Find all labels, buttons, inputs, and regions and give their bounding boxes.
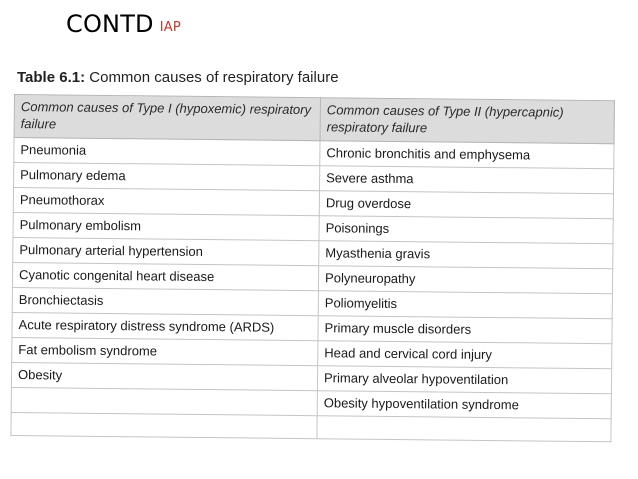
type-2-cause: Poisonings: [319, 216, 613, 244]
header-type-2: Common causes of Type II (hypercapnic) respiratory failure: [320, 98, 614, 144]
type-2-cause: Primary muscle disorders: [318, 316, 612, 344]
type-2-cause: Myasthenia gravis: [319, 241, 613, 269]
type-2-cause: Severe asthma: [320, 166, 614, 194]
table-caption: [17, 69, 339, 86]
type-2-cause: Obesity hypoventilation syndrome: [317, 391, 611, 419]
slide-title-text: CONTD: [66, 10, 154, 38]
table-caption-number: Table 6.1:: [17, 69, 86, 86]
header-type-1: Common causes of Type I (hypoxemic) respiratory failure: [14, 95, 320, 141]
type-1-cause: Bronchiectasis: [12, 287, 318, 315]
type-2-cause: Poliomyelitis: [318, 291, 612, 319]
type-1-cause: Pulmonary edema: [14, 163, 320, 191]
slide-title-tag: IAP: [159, 20, 181, 35]
table-row-empty: [11, 412, 611, 441]
type-2-cause: Chronic bronchitis and emphysema: [320, 141, 614, 169]
type-1-cause: [11, 387, 317, 415]
causes-table: [10, 94, 615, 442]
empty-cell: [11, 412, 317, 438]
table-header-row: [14, 95, 614, 144]
type-1-cause: Pulmonary embolism: [13, 212, 319, 240]
type-2-cause: Primary alveolar hypoventilation: [317, 366, 611, 394]
type-1-cause: Pneumonia: [14, 138, 320, 166]
type-1-cause: Fat embolism syndrome: [12, 337, 318, 365]
type-2-cause: Head and cervical cord injury: [318, 341, 612, 369]
table-caption-text: Common causes of respiratory failure: [89, 69, 339, 86]
type-2-cause: Drug overdose: [319, 191, 613, 219]
slide-title: [66, 10, 181, 38]
type-1-cause: Pulmonary arterial hypertension: [13, 237, 319, 265]
type-1-cause: Pneumothorax: [13, 188, 319, 216]
type-1-cause: Acute respiratory distress syndrome (ARDS): [12, 312, 318, 340]
type-1-cause: Cyanotic congenital heart disease: [12, 262, 318, 290]
type-2-cause: Polyneuropathy: [318, 266, 612, 294]
empty-cell: [317, 416, 611, 442]
type-1-cause: Obesity: [11, 362, 317, 390]
